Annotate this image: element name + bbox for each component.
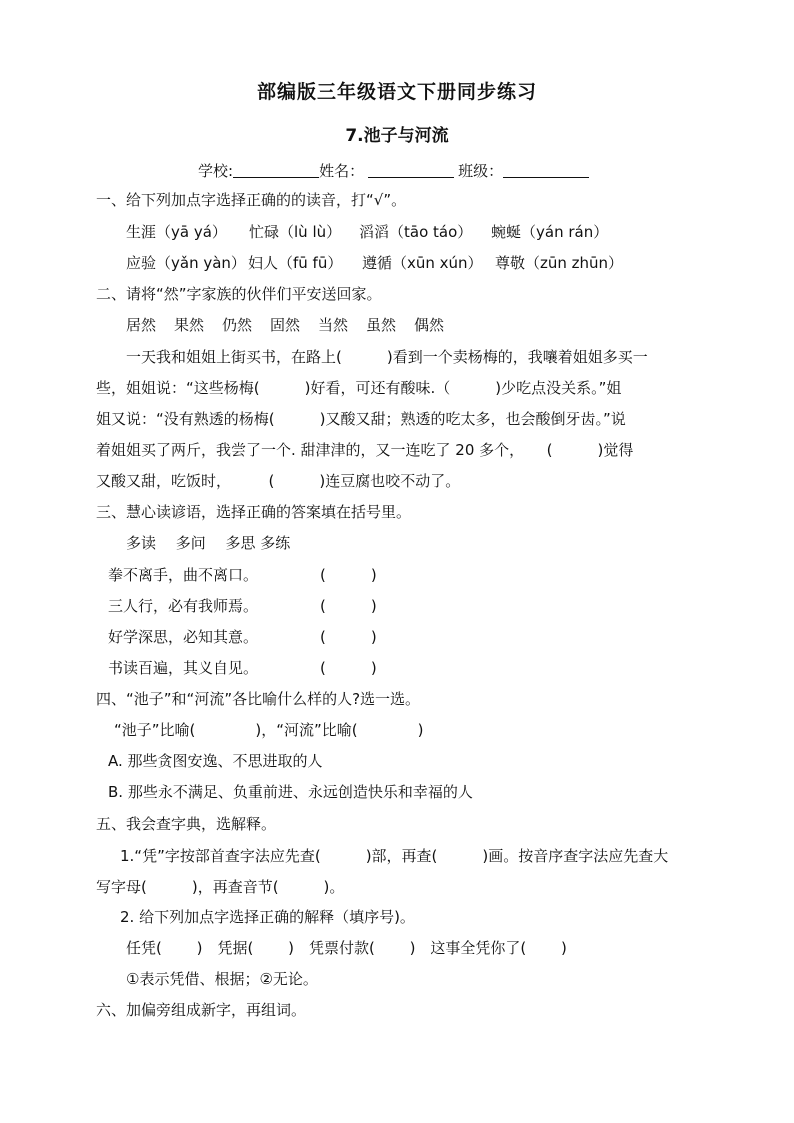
- proverb-item: [108, 565, 377, 585]
- answer-paren[interactable]: ( ): [320, 597, 377, 615]
- dictionary-items: 任凭( ) 凭据( ) 凭票付款( ) 这事全凭你了( ): [126, 939, 567, 957]
- proverb-text: 书读百遍，其义自见。: [108, 659, 259, 677]
- dictionary-question-1-cont: 写字母( )，再查音节( )。: [96, 878, 345, 896]
- lesson-title: 7.池子与河流: [345, 126, 449, 146]
- pinyin-item: 忙碌（lù lù）: [249, 223, 342, 241]
- proverb-item: [108, 658, 377, 678]
- pinyin-item: 滔滔（tāo táo）: [359, 223, 473, 241]
- pinyin-item: 遵循（xūn xún）: [362, 254, 483, 272]
- passage-line: 又酸又甜，吃饭时， ( )连豆腐也咬不动了。: [96, 472, 461, 490]
- pinyin-item: 尊敬（zūn zhūn）: [495, 254, 624, 272]
- class-label: 班级：: [458, 162, 504, 180]
- answer-paren[interactable]: ( ): [320, 628, 377, 646]
- answer-paren[interactable]: ( ): [320, 659, 377, 677]
- pinyin-row-1: [126, 222, 608, 242]
- word-option: 当然: [318, 316, 349, 334]
- proverb-text: 拳不离手，曲不离口。: [108, 566, 259, 584]
- passage-line: 些，姐姐说：“这些杨梅( )好看，可还有酸味.（ )少吃点没关系。”姐: [96, 379, 622, 397]
- word-bank: [126, 315, 444, 335]
- word-option: 偶然: [414, 316, 445, 334]
- school-label: 学校:: [198, 162, 234, 180]
- metaphor-question: “池子”比喻( )，“河流”比喻( ): [114, 721, 424, 739]
- student-info-line: [198, 160, 589, 181]
- passage-line: 着姐姐买了两斤，我尝了一个. 甜津津的，又一连吃了 20 多个， ( )觉得: [96, 441, 634, 459]
- word-option: 居然: [126, 316, 157, 334]
- school-blank[interactable]: [233, 163, 319, 178]
- word-option: 固然: [270, 316, 301, 334]
- proverb-options: 多读 多问 多思 多练: [126, 534, 291, 552]
- name-label: 姓名：: [319, 162, 365, 180]
- pinyin-item: 妇人（fū fū）: [248, 254, 343, 272]
- page-title: 部编版三年级语文下册同步练习: [256, 81, 537, 103]
- pinyin-item: 蜿蜒（yán rán）: [491, 223, 609, 241]
- proverb-text: 好学深思，必知其意。: [108, 628, 259, 646]
- section-3-heading: 三、慧心读谚语，选择正确的答案填在括号里。: [96, 503, 412, 521]
- class-blank[interactable]: [503, 163, 589, 178]
- option-b: B. 那些永不满足、负重前进、永远创造快乐和幸福的人: [108, 783, 473, 801]
- proverb-text: 三人行，必有我师焉。: [108, 597, 259, 615]
- passage-line: 姐又说：“没有熟透的杨梅( )又酸又甜；熟透的吃太多，也会酸倒牙齿。”说: [96, 410, 626, 428]
- dictionary-question-2: 2. 给下列加点字选择正确的解释（填序号)。: [120, 908, 415, 926]
- proverb-item: [108, 596, 377, 616]
- dictionary-question-1: 1.“凭”字按部首查字法应先查( )部，再查( )画。按音序查字法应先查大: [120, 847, 669, 865]
- answer-paren[interactable]: ( ): [320, 566, 377, 584]
- pinyin-row-2: [126, 253, 623, 273]
- definitions: ①表示凭借、根据；②无论。: [126, 970, 318, 988]
- section-1-heading: 一、给下列加点字选择正确的的读音，打“√”。: [96, 191, 407, 209]
- word-option: 仍然: [222, 316, 253, 334]
- section-4-heading: 四、“池子”和“河流”各比喻什么样的人?选一选。: [96, 690, 421, 708]
- section-2-heading: 二、请将“然”字家族的伙伴们平安送回家。: [96, 285, 382, 303]
- section-5-heading: 五、我会查字典，选解释。: [96, 815, 277, 833]
- option-a: A. 那些贪图安逸、不思进取的人: [108, 752, 323, 770]
- proverb-item: [108, 627, 377, 647]
- name-blank[interactable]: [368, 163, 454, 178]
- section-6-heading: 六、加偏旁组成新字，再组词。: [96, 1001, 307, 1019]
- word-option: 虽然: [366, 316, 397, 334]
- word-option: 果然: [174, 316, 205, 334]
- passage-line: 一天我和姐姐上街买书，在路上( )看到一个卖杨梅的，我嚷着姐姐多买一: [126, 348, 648, 366]
- pinyin-item: 生涯（yā yá）: [126, 223, 227, 241]
- pinyin-item: 应验（yǎn yàn）: [126, 254, 246, 272]
